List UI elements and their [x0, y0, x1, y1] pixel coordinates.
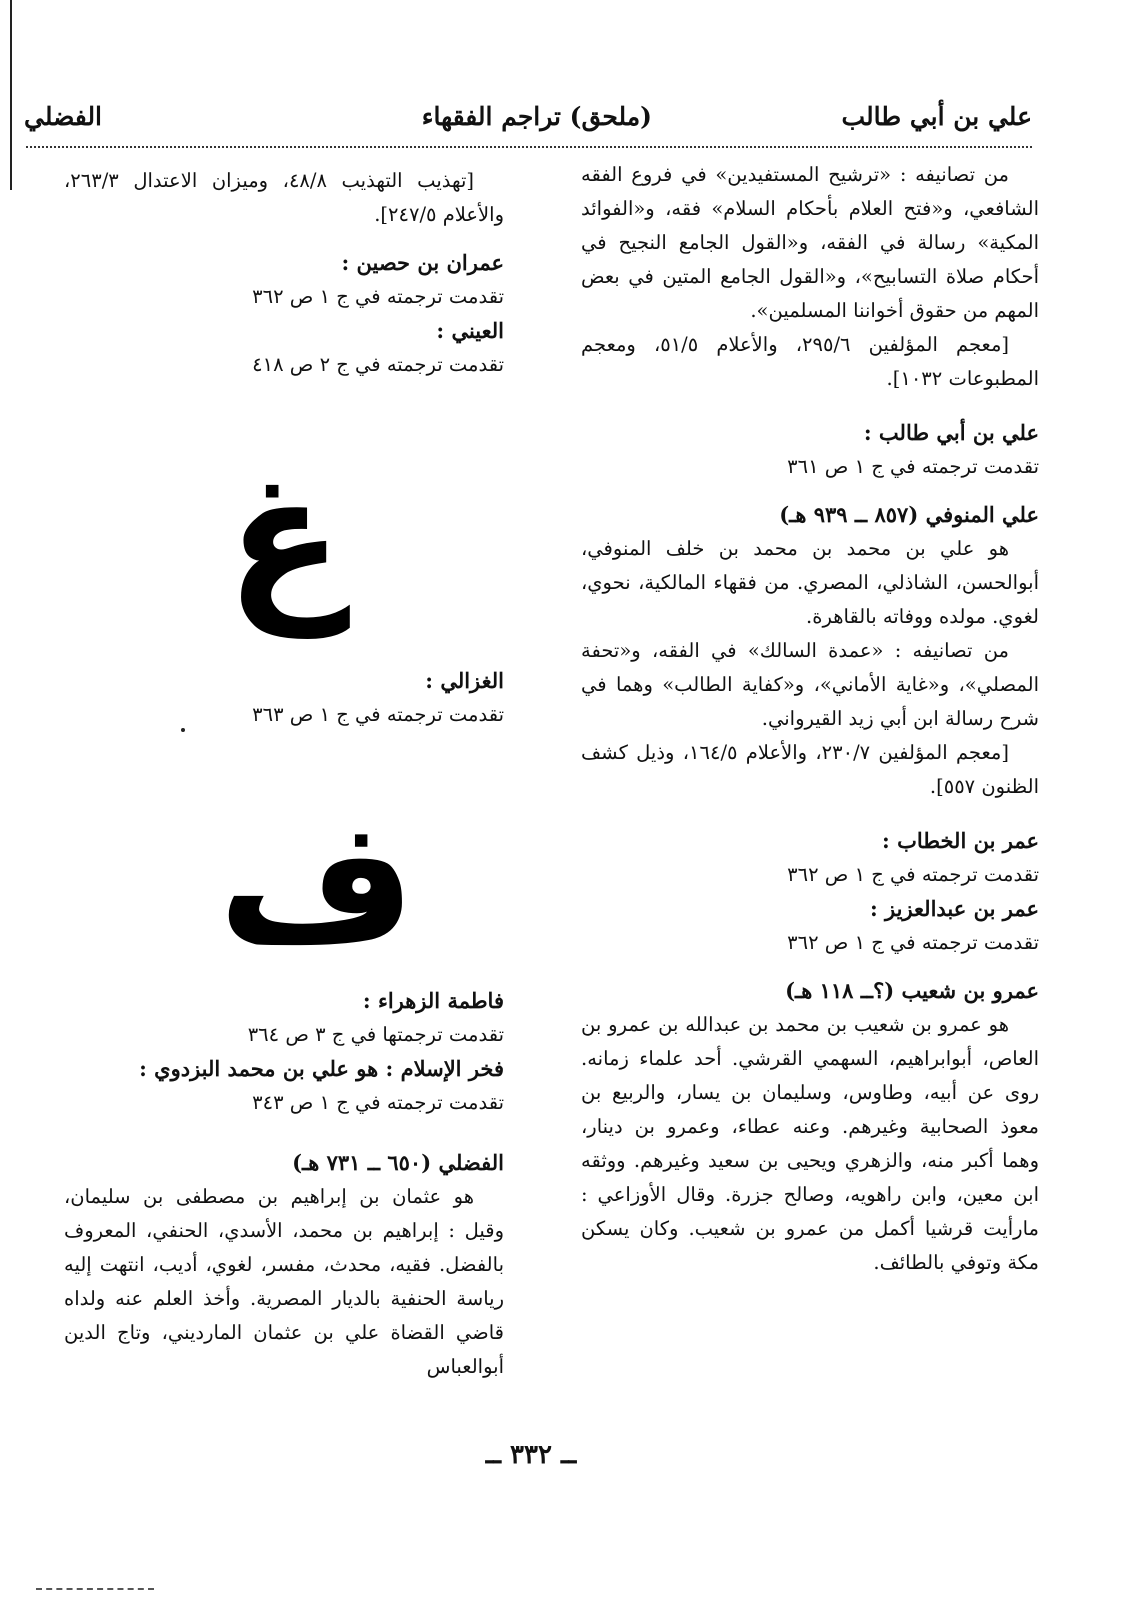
paragraph: هو عثمان بن إبراهيم بن مصطفى بن سليمان، وقيل : إبراهيم بن محمد، الأسدي، الحنفي، المعروف بالفضل. فقيه، محدث، مفسر، لغوي، أديب، انتهت إليه رياسة الحنفية بالديار المصرية. وأخذ العلم عنه ولداه قاضي القضاة علي بن عثمان المارديني، وتاج الدين أبوالعباس: [64, 1185, 504, 1378]
cross-reference: تقدمت ترجمته في ج ١ ص ٣٦٢: [252, 285, 504, 308]
paragraph-references: [معجم المؤلفين ٢٣٠/٧، والأعلام ١٦٤/٥، وذيل كشف الظنون ٥٥٧].: [581, 741, 1039, 798]
left-column-top: [64, 164, 504, 382]
margin-rule: [10, 0, 12, 190]
section-letter-fa: ف: [218, 784, 416, 982]
footer-marks: [36, 1588, 154, 1592]
cross-reference: تقدمت ترجمته في ج ١ ص ٣٦٣: [252, 703, 504, 726]
entry-heading: عمر بن الخطاب :: [882, 828, 1039, 853]
header-book-title: (ملحق) تراجم الفقهاء: [421, 102, 652, 131]
cross-reference: تقدمت ترجمته في ج ١ ص ٣٦٢: [787, 863, 1039, 886]
cross-reference: تقدمت ترجمته في ج ١ ص ٣٦٢: [787, 931, 1039, 954]
page-number: ــ ٣٣٢ ــ: [485, 1440, 577, 1470]
left-column-bottom: [64, 984, 504, 1384]
cross-reference: تقدمت ترجمته في ج ١ ص ٣٦١: [787, 455, 1039, 478]
entry-heading: علي بن أبي طالب :: [863, 420, 1039, 445]
paragraph: هو علي بن محمد بن محمد بن خلف المنوفي، أبوالحسن، الشاذلي، المصري. من فقهاء المالكية، نحوي، لغوي. مولده ووفاته بالقاهرة.: [581, 537, 1039, 628]
paragraph-references: [تهذيب التهذيب ٤٨/٨، وميزان الاعتدال ٢٦٣/٣، والأعلام ٢٤٧/٥].: [64, 169, 504, 226]
header-entry-end: الفضلي: [24, 102, 103, 131]
stray-dot: [181, 728, 185, 732]
paragraph: من تصانيفه : «ترشيح المستفيدين» في فروع الفقه الشافعي، و«فتح العلام بأحكام السلام» فقه، و«الفوائد المكية» رسالة في الفقه، و«القول الجامع النجيح في أحكام صلاة التسابيح»، و«القول الجامع المتين في بعض المهم من حقوق أخواننا المسلمين».: [581, 163, 1039, 322]
paragraph-references: [معجم المؤلفين ٢٩٥/٦، والأعلام ٥١/٥، ومعجم المطبوعات ١٠٣٢].: [581, 333, 1039, 390]
entry-heading: عمرو بن شعيب (؟ــ ١١٨ هـ): [785, 978, 1039, 1003]
section-letter-ghain: غ: [226, 437, 344, 638]
paragraph: هو عمرو بن شعيب بن محمد بن عبدالله بن عمرو بن العاص، أبوابراهيم، السهمي القرشي. أحد علماء زمانه. روى عن أبيه، وطاوس، وسليمان بن يسار، والربيع بن معوذ الصحابية وغيرهم. وعنه عطاء، وعمرو بن دينار، وهما أكبر منه، والزهري ويحيى بن سعيد وغيرهم. ووثقه ابن معين، وابن راهويه، وصالح جزرة. وقال الأوزاعي : مارأيت قرشيا أكمل من عمرو بن شعيب. وكان يسكن مكة وتوفي بالطائف.: [581, 1013, 1039, 1274]
entry-heading: الغزالي :: [425, 668, 504, 693]
cross-reference: تقدمت ترجمتها في ج ٣ ص ٣٦٤: [247, 1023, 504, 1046]
right-column: [581, 158, 1039, 1280]
entry-heading: عمر بن عبدالعزيز :: [869, 896, 1039, 921]
entry-heading: العيني :: [436, 318, 504, 343]
cross-reference: تقدمت ترجمته في ج ١ ص ٣٤٣: [252, 1091, 504, 1114]
left-column-middle: [64, 664, 504, 732]
entry-heading: فخر الإسلام : هو علي بن محمد البزدوي :: [139, 1056, 504, 1081]
header-entry-start: علي بن أبي طالب: [841, 102, 1032, 131]
running-header: [24, 96, 1032, 144]
entry-heading: الفضلي (٦٥٠ ــ ٧٣١ هـ): [292, 1150, 504, 1175]
entry-heading: فاطمة الزهراء :: [362, 988, 504, 1013]
entry-heading: عمران بن حصين :: [341, 250, 504, 275]
paragraph: من تصانيفه : «عمدة السالك» في الفقه، و«تحفة المصلي»، و«غاية الأماني»، و«كفاية الطالب» وهما في شرح رسالة ابن أبي زيد القيرواني.: [581, 639, 1039, 730]
cross-reference: تقدمت ترجمته في ج ٢ ص ٤١٨: [252, 353, 504, 376]
header-rule: [26, 146, 1032, 148]
entry-heading: علي المنوفي (٨٥٧ ــ ٩٣٩ هـ): [779, 502, 1039, 527]
